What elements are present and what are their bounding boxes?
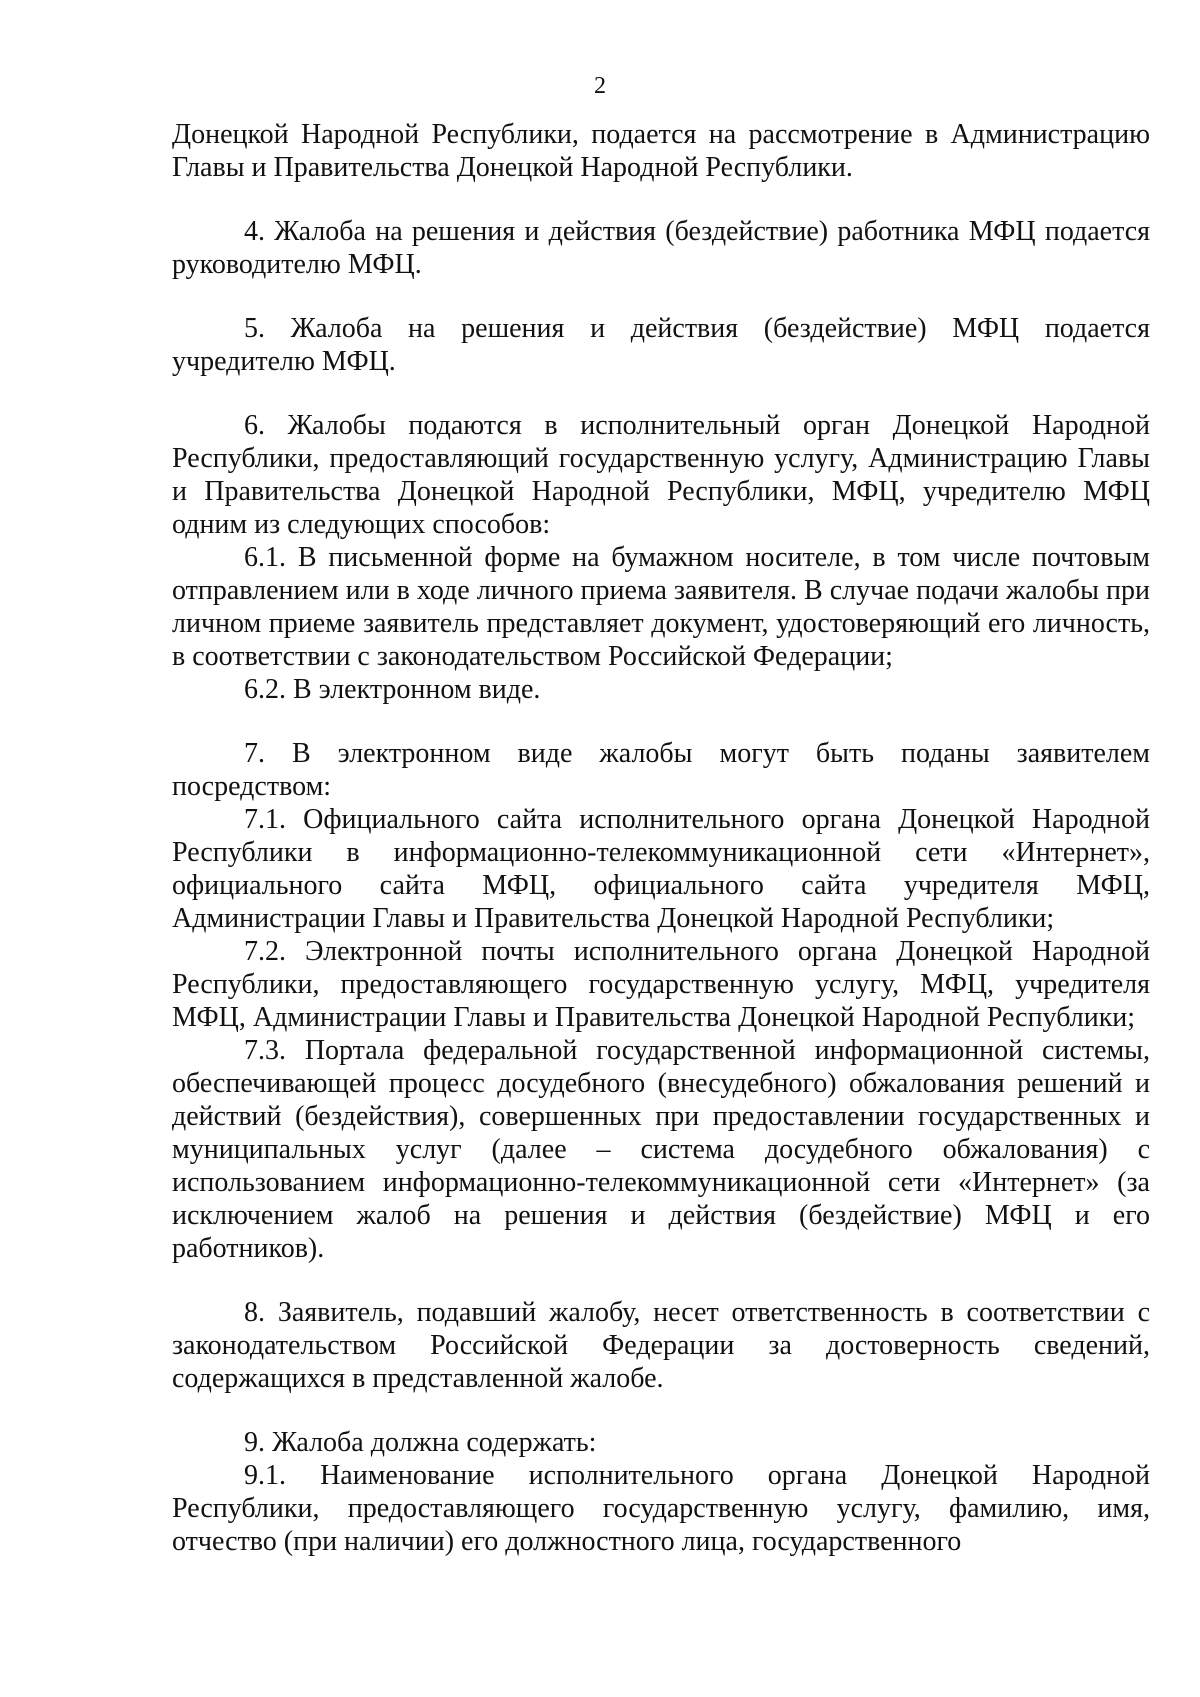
paragraph-continuation: Донецкой Народной Республики, подается на рассмотрение в Администрацию Главы и Правительства Донецкой Народной Республики. bbox=[172, 119, 1150, 183]
paragraph-6: 6. Жалобы подаются в исполнительный орган Донецкой Народной Республики, предоставляющий государственную услугу, Администрацию Главы и Правительства Донецкой Народной Республики, МФЦ, учредителю МФЦ одним из следующих способов: bbox=[172, 410, 1150, 540]
paragraph-6-2: 6.2. В электронном виде. bbox=[244, 674, 541, 705]
paragraph-9: 9. Жалоба должна содержать: bbox=[244, 1427, 597, 1458]
paragraph-6-1: 6.1. В письменной форме на бумажном носителе, в том числе почтовым отправлением или в ходе личного приема заявителя. В случае подачи жалобы при личном приеме заявитель представляет документ, удостоверяющий его личность, в соответствии с законодательством Российской Федерации; bbox=[172, 542, 1150, 672]
document-body bbox=[172, 118, 1150, 1558]
paragraph-7-3: 7.3. Портала федеральной государственной информационной системы, обеспечивающей процесс досудебного (внесудебного) обжалования решений и действий (бездействия), совершенных при предоставлении государственных и муниципальных услуг (далее – система досудебного обжалования) с использованием информационно-телекоммуникационной сети «Интернет» (за исключением жалоб на решения и действия (бездействие) МФЦ и его работников). bbox=[172, 1035, 1150, 1264]
paragraph-8: 8. Заявитель, подавший жалобу, несет ответственность в соответствии с законодательством Российской Федерации за достоверность сведений, содержащихся в представленной жалобе. bbox=[172, 1297, 1150, 1394]
paragraph-5: 5. Жалоба на решения и действия (бездействие) МФЦ подается учредителю МФЦ. bbox=[172, 313, 1150, 377]
paragraph-9-1: 9.1. Наименование исполнительного органа Донецкой Народной Республики, предоставляющего государственную услугу, фамилию, имя, отчество (при наличии) его должностного лица, государственного bbox=[172, 1460, 1150, 1557]
page-number: 2 bbox=[594, 73, 606, 99]
paragraph-7: 7. В электронном виде жалобы могут быть поданы заявителем посредством: bbox=[172, 738, 1150, 802]
paragraph-4: 4. Жалоба на решения и действия (бездействие) работника МФЦ подается руководителю МФЦ. bbox=[172, 216, 1150, 280]
paragraph-7-2: 7.2. Электронной почты исполнительного органа Донецкой Народной Республики, предоставляющего государственную услугу, МФЦ, учредителя МФЦ, Администрации Главы и Правительства Донецкой Народной Республики; bbox=[172, 936, 1150, 1033]
paragraph-7-1: 7.1. Официального сайта исполнительного органа Донецкой Народной Республики в информационно-телекоммуникационной сети «Интернет», официального сайта МФЦ, официального сайта учредителя МФЦ, Администрации Главы и Правительства Донецкой Народной Республики; bbox=[172, 804, 1150, 934]
